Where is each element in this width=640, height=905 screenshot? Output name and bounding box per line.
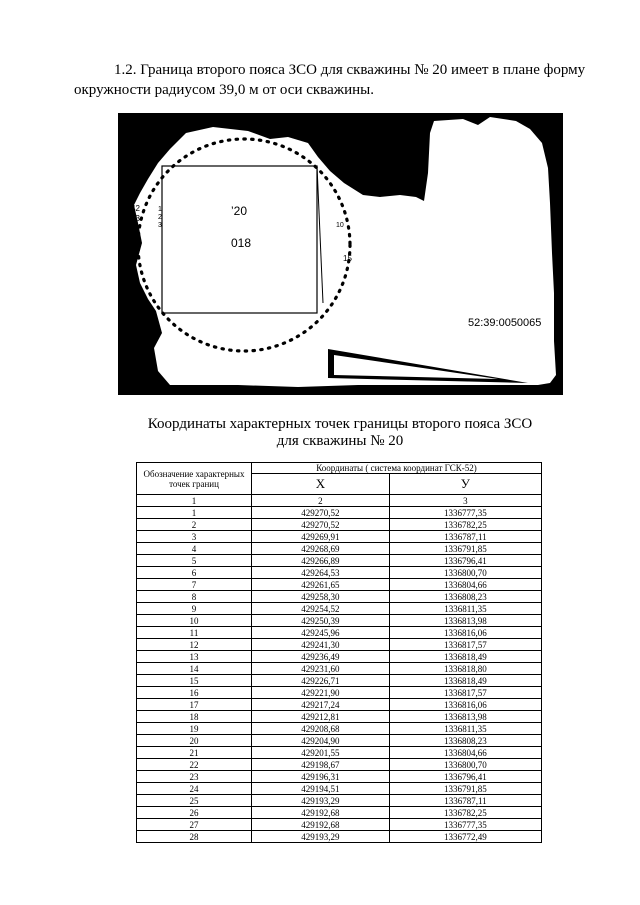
cell-point: 8	[137, 591, 252, 603]
point-label-15: 15	[343, 254, 352, 263]
table-row	[137, 603, 542, 615]
cell-x: 429192,68	[252, 807, 390, 819]
point-label-43: 43	[131, 214, 140, 223]
cell-x: 429194,51	[252, 783, 390, 795]
cell-y: 1336818,49	[389, 675, 541, 687]
cell-point: 18	[137, 711, 252, 723]
cell-point: 15	[137, 675, 252, 687]
cell-y: 1336804,66	[389, 579, 541, 591]
cell-x: 429254,52	[252, 603, 390, 615]
cell-y: 1336782,25	[389, 807, 541, 819]
table-row	[137, 675, 542, 687]
point-label-1: 1	[158, 206, 162, 213]
cell-y: 1336791,85	[389, 543, 541, 555]
point-label-2: 2	[158, 214, 162, 221]
point-label-40: 40	[129, 234, 137, 241]
cell-point: 28	[137, 831, 252, 843]
cell-x: 429270,52	[252, 507, 390, 519]
table-row	[137, 783, 542, 795]
cell-y: 1336816,06	[389, 627, 541, 639]
cell-x: 429258,30	[252, 591, 390, 603]
table-row	[137, 651, 542, 663]
cell-y: 1336817,57	[389, 639, 541, 651]
table-row	[137, 531, 542, 543]
cell-y: 1336808,23	[389, 591, 541, 603]
cell-x: 429204,90	[252, 735, 390, 747]
table-row	[137, 699, 542, 711]
cell-x: 429193,29	[252, 831, 390, 843]
table-row	[137, 807, 542, 819]
cell-y: 1336787,11	[389, 531, 541, 543]
cell-point: 19	[137, 723, 252, 735]
cell-x: 429241,30	[252, 639, 390, 651]
cell-point: 5	[137, 555, 252, 567]
cell-point: 21	[137, 747, 252, 759]
cell-y: 1336777,35	[389, 507, 541, 519]
col-number-1: 1	[137, 495, 252, 507]
table-caption-line1: Координаты характерных точек границы второго пояса ЗСО	[147, 416, 533, 432]
point-label-42: 42	[131, 204, 140, 213]
cell-point: 14	[137, 663, 252, 675]
cell-y: 1336787,11	[389, 795, 541, 807]
paragraph-text: 1.2. Граница второго пояса ЗСО для скважины № 20 имеет в плане форму окружности радиусом 39,0 м от оси скважины.	[74, 62, 586, 98]
table-row	[137, 507, 542, 519]
cell-x: 429268,69	[252, 543, 390, 555]
cell-x: 429212,81	[252, 711, 390, 723]
table-row	[137, 639, 542, 651]
cell-x: 429217,24	[252, 699, 390, 711]
cell-point: 20	[137, 735, 252, 747]
cell-x: 429196,31	[252, 771, 390, 783]
cell-y: 1336796,41	[389, 771, 541, 783]
cell-point: 11	[137, 627, 252, 639]
cell-point: 9	[137, 603, 252, 615]
table-row	[137, 819, 542, 831]
table-caption-line2: для скважины № 20	[276, 433, 404, 449]
cell-y: 1336791,85	[389, 783, 541, 795]
point-label-41: 41	[129, 226, 137, 233]
cell-point: 24	[137, 783, 252, 795]
cell-x: 429236,49	[252, 651, 390, 663]
table-row	[137, 723, 542, 735]
cell-point: 3	[137, 531, 252, 543]
table-row	[137, 711, 542, 723]
point-label-3: 3	[158, 222, 162, 229]
table-row	[137, 831, 542, 843]
cell-y: 1336777,35	[389, 819, 541, 831]
cell-x: 429208,68	[252, 723, 390, 735]
cell-x: 429221,90	[252, 687, 390, 699]
cell-x: 429193,29	[252, 795, 390, 807]
cell-point: 26	[137, 807, 252, 819]
col-number-3: 3	[389, 495, 541, 507]
cell-point: 25	[137, 795, 252, 807]
site-plan-figure	[118, 113, 563, 395]
header-x: X	[252, 474, 390, 495]
cell-x: 429201,55	[252, 747, 390, 759]
table-row	[137, 663, 542, 675]
cell-x: 429231,60	[252, 663, 390, 675]
table-row	[137, 543, 542, 555]
table-row	[137, 735, 542, 747]
coordinates-table	[136, 462, 542, 843]
table-row	[137, 795, 542, 807]
header-y: У	[389, 474, 541, 495]
table-row	[137, 567, 542, 579]
cell-point: 10	[137, 615, 252, 627]
cell-point: 22	[137, 759, 252, 771]
header-coordinates: Координаты ( система координат ГСК-52)	[252, 463, 542, 474]
table-row	[137, 591, 542, 603]
col-number-2: 2	[252, 495, 390, 507]
cell-x: 429264,53	[252, 567, 390, 579]
cell-y: 1336818,80	[389, 663, 541, 675]
cell-y: 1336804,66	[389, 747, 541, 759]
cell-point: 12	[137, 639, 252, 651]
table-row	[137, 519, 542, 531]
cell-y: 1336811,35	[389, 723, 541, 735]
well-label-18: 018	[231, 236, 252, 250]
cell-point: 1	[137, 507, 252, 519]
cell-y: 1336811,35	[389, 603, 541, 615]
cell-point: 23	[137, 771, 252, 783]
cell-y: 1336782,25	[389, 519, 541, 531]
cell-x: 429192,68	[252, 819, 390, 831]
cell-point: 4	[137, 543, 252, 555]
table-row	[137, 555, 542, 567]
cell-y: 1336813,98	[389, 711, 541, 723]
cell-point: 13	[137, 651, 252, 663]
cell-point: 16	[137, 687, 252, 699]
section-paragraph	[74, 60, 604, 100]
cell-y: 1336796,41	[389, 555, 541, 567]
cell-y: 1336818,49	[389, 651, 541, 663]
cell-y: 1336808,23	[389, 735, 541, 747]
table-row	[137, 747, 542, 759]
cell-x: 429269,91	[252, 531, 390, 543]
well-label-20: ’20	[231, 204, 248, 218]
cell-y: 1336772,49	[389, 831, 541, 843]
table-row	[137, 687, 542, 699]
cell-y: 1336816,06	[389, 699, 541, 711]
table-row	[137, 627, 542, 639]
table-row	[137, 771, 542, 783]
cell-point: 6	[137, 567, 252, 579]
table-row	[137, 615, 542, 627]
cell-y: 1336800,70	[389, 759, 541, 771]
header-designation: Обозначение характерных точек границ	[137, 463, 252, 495]
cell-y: 1336817,57	[389, 687, 541, 699]
cell-x: 429270,52	[252, 519, 390, 531]
cell-x: 429261,65	[252, 579, 390, 591]
cell-x: 429198,67	[252, 759, 390, 771]
cell-x: 429245,96	[252, 627, 390, 639]
cell-x: 429250,39	[252, 615, 390, 627]
cell-point: 2	[137, 519, 252, 531]
cell-point: 17	[137, 699, 252, 711]
cell-x: 429226,71	[252, 675, 390, 687]
table-row	[137, 579, 542, 591]
parcel-id-label: 52:39:0050065	[468, 317, 542, 329]
cell-y: 1336813,98	[389, 615, 541, 627]
cell-x: 429266,89	[252, 555, 390, 567]
table-body	[137, 507, 542, 843]
table-row	[137, 759, 542, 771]
cell-point: 27	[137, 819, 252, 831]
point-label-10: 10	[336, 222, 344, 229]
cell-y: 1336800,70	[389, 567, 541, 579]
cell-point: 7	[137, 579, 252, 591]
